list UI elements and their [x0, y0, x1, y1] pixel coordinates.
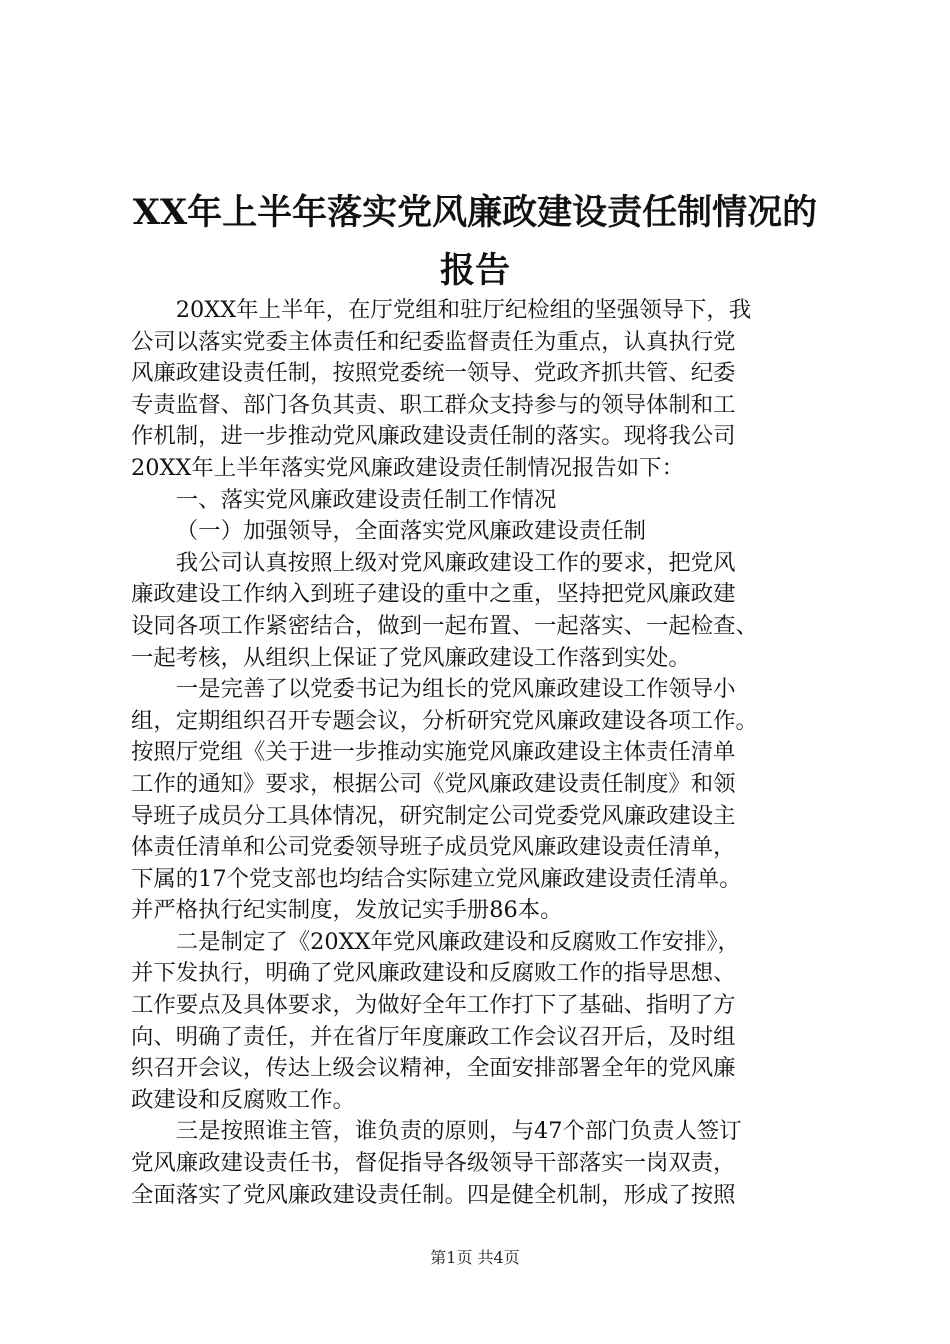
paragraph-line: 设同各项工作紧密结合，做到一起布置、一起落实、一起检查、: [131, 612, 758, 639]
document-title-line1: XX年上半年落实党风廉政建设责任制情况的: [132, 192, 818, 233]
paragraph-line: 组，定期组织召开专题会议，分析研究党风廉政建设各项工作。: [131, 707, 758, 734]
paragraph: [131, 674, 831, 927]
paragraph-line: 工作的通知》要求，根据公司《党风廉政建设责任制度》和领: [131, 770, 736, 797]
paragraph-line: 一起考核，从组织上保证了党风廉政建设工作落到实处。: [131, 644, 691, 671]
paragraph-line: 一、落实党风廉政建设责任制工作情况: [175, 486, 557, 513]
paragraph-line: 风廉政建设责任制，按照党委统一领导、党政齐抓共管、纪委: [131, 360, 736, 387]
paragraph-line: 20XX年上半年落实党风廉政建设责任制情况报告如下：: [131, 454, 684, 481]
document-body: [131, 295, 831, 1211]
paragraph-line: （一）加强领导，全面落实党风廉政建设责任制: [175, 518, 646, 545]
paragraph-line: 20XX年上半年，在厅党组和驻厅纪检组的坚强领导下，我: [175, 297, 752, 323]
paragraph-line: 专责监督、部门各负其责、职工群众支持参与的领导体制和工: [131, 391, 736, 418]
paragraph: [131, 548, 831, 674]
paragraph-line: 导班子成员分工具体情况，研究制定公司党委党风廉政建设主: [131, 802, 736, 829]
paragraph: [131, 1116, 831, 1211]
paragraph: [131, 295, 831, 485]
paragraph-line: 廉政建设工作纳入到班子建设的重中之重，坚持把党风廉政建: [131, 581, 736, 608]
paragraph: [131, 516, 831, 548]
paragraph-line: 并下发执行，明确了党风廉政建设和反腐败工作的指导思想、: [131, 960, 736, 987]
paragraph-line: 下属的17个党支部也均结合实际建立党风廉政建设责任清单。: [131, 865, 742, 892]
paragraph-line: 全面落实了党风廉政建设责任制。四是健全机制，形成了按照: [131, 1181, 736, 1208]
paragraph-line: 向、明确了责任，并在省厅年度廉政工作会议召开后，及时组: [131, 1023, 736, 1050]
paragraph-line: 工作要点及具体要求，为做好全年工作打下了基础、指明了方: [131, 992, 736, 1019]
paragraph-line: 三是按照谁主管，谁负责的原则，与47个部门负责人签订: [175, 1118, 742, 1145]
paragraph-line: 作机制，进一步推动党风廉政建设责任制的落实。现将我公司: [131, 423, 736, 450]
paragraph-line: 并严格执行纪实制度，发放记实手册86本。: [131, 897, 563, 924]
paragraph-line: 党风廉政建设责任书，督促指导各级领导干部落实一岗双责，: [131, 1150, 736, 1177]
paragraph-line: 一是完善了以党委书记为组长的党风廉政建设工作领导小: [175, 676, 736, 703]
paragraph: [131, 485, 831, 517]
paragraph: [131, 927, 831, 1117]
paragraph-line: 政建设和反腐败工作。: [131, 1086, 355, 1113]
document-title-line2: 报告: [439, 250, 510, 291]
paragraph-line: 按照厅党组《关于进一步推动实施党风廉政建设主体责任清单: [131, 739, 736, 766]
paragraph-line: 我公司认真按照上级对党风廉政建设工作的要求，把党风: [175, 549, 736, 576]
paragraph-line: 织召开会议，传达上级会议精神，全面安排部署全年的党风廉: [131, 1055, 736, 1082]
paragraph-line: 体责任清单和公司党委领导班子成员党风廉政建设责任清单，: [131, 834, 736, 861]
page-footer: 第1页 共4页: [430, 1248, 520, 1267]
paragraph-line: 二是制定了《20XX年党风廉政建设和反腐败工作安排》，: [175, 928, 740, 955]
paragraph-line: 公司以落实党委主体责任和纪委监督责任为重点，认真执行党: [131, 328, 736, 355]
